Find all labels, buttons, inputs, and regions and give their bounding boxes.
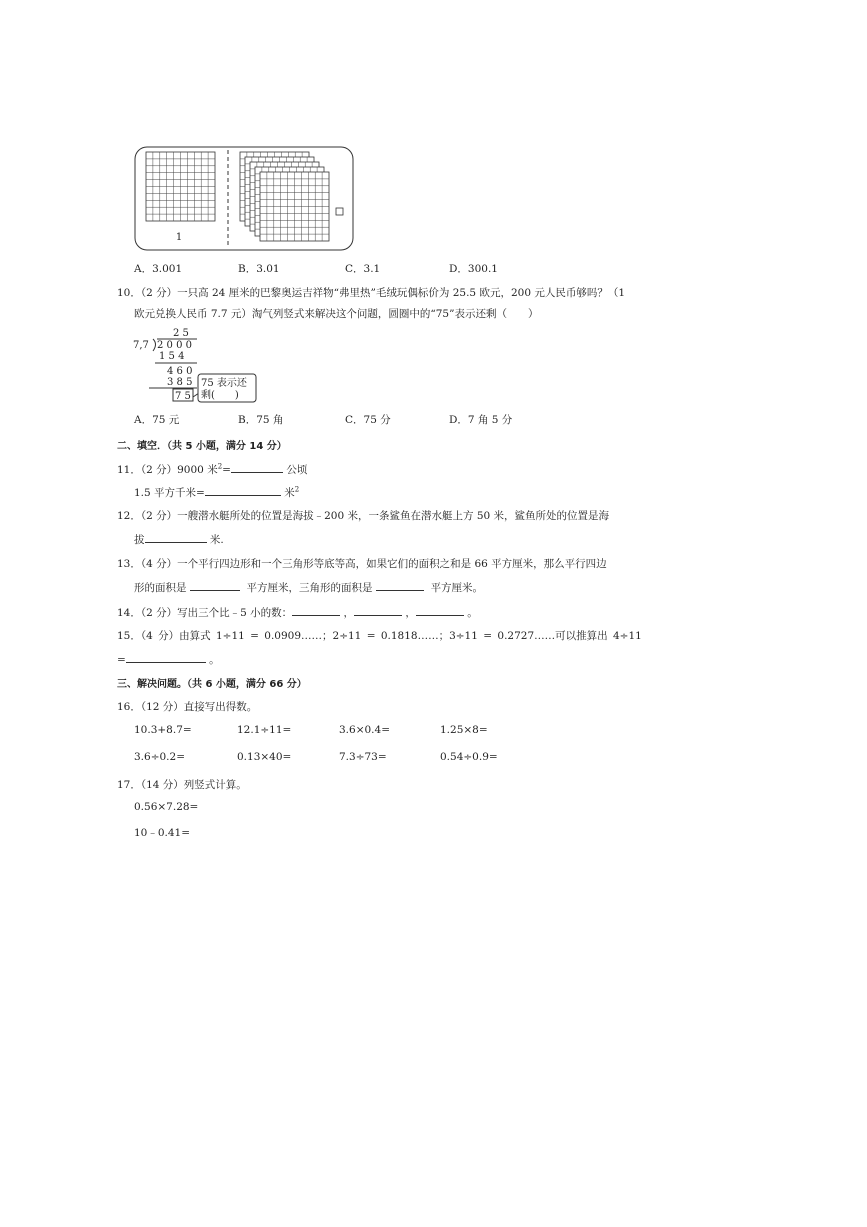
q11-line2-sup: 2 bbox=[294, 485, 300, 494]
q14-line bbox=[117, 604, 478, 620]
division-quotient: 2 5 bbox=[173, 328, 189, 339]
q11-blank-2[interactable] bbox=[205, 484, 281, 496]
q11-line1-unit: 公顷 bbox=[286, 464, 308, 476]
q14-end: 。 bbox=[467, 607, 478, 619]
q13-blank-2[interactable] bbox=[376, 579, 424, 591]
division-step1: 1 5 4 bbox=[159, 351, 185, 362]
q11-line1-eq: = bbox=[222, 464, 231, 476]
q13-line1: 13．（4 分）一个平行四边形和一个三角形等底等高，如果它们的面积之和是 66 平方厘米，那么平行四边 bbox=[117, 558, 607, 570]
q16-r1-c1: 10.3+8.7= bbox=[134, 724, 192, 736]
q12-line2-suffix: 米. bbox=[209, 534, 224, 546]
division-remainder: 7 5 bbox=[175, 391, 191, 402]
q9-option-d: D．300.1 bbox=[449, 263, 498, 275]
q11-line2 bbox=[134, 484, 299, 500]
hundred-grids-figure bbox=[134, 146, 356, 252]
hundred-grid-stack-5 bbox=[260, 172, 329, 241]
q9-option-c: C．3.1 bbox=[345, 263, 381, 275]
q13-line2-prefix: 形的面积是 bbox=[134, 582, 187, 594]
small-unit-square bbox=[336, 208, 343, 215]
q10-option-a: A．75 元 bbox=[134, 414, 180, 426]
q15-line2-prefix: = bbox=[117, 654, 126, 666]
q11-line1-prefix: 11．（2 分）9000 米 bbox=[117, 464, 218, 476]
q17-title: 17．（14 分）列竖式计算。 bbox=[117, 779, 247, 791]
q13-line2-suffix: 平方厘米。 bbox=[430, 582, 484, 594]
q9-option-a: A．3.001 bbox=[134, 263, 183, 275]
q16-r2-c2: 0.13×40= bbox=[237, 751, 292, 763]
q16-r1-c3: 3.6×0.4= bbox=[339, 724, 390, 736]
q14-blank-1[interactable] bbox=[292, 604, 340, 616]
q14-blank-3[interactable] bbox=[416, 604, 464, 616]
q10-option-d: D．7 角 5 分 bbox=[449, 414, 513, 426]
q16-r2-c1: 3.6÷0.2= bbox=[134, 751, 185, 763]
q15-line2-suffix: 。 bbox=[209, 654, 220, 666]
division-dividend: 2 0 0 0 bbox=[157, 340, 192, 351]
q16-r1-c4: 1.25×8= bbox=[440, 724, 488, 736]
q14-blank-2[interactable] bbox=[354, 604, 402, 616]
q17-item-2: 10﹣0.41= bbox=[134, 827, 191, 839]
q15-blank[interactable] bbox=[126, 651, 206, 663]
q11-line2-prefix: 1.5 平方千米= bbox=[134, 487, 205, 499]
q11-line1 bbox=[117, 461, 307, 477]
q13-line2-mid: 平方厘米，三角形的面积是 bbox=[246, 582, 373, 594]
q15-line2 bbox=[117, 651, 220, 667]
q10-option-b: B．75 角 bbox=[238, 414, 284, 426]
division-step2: 4 6 0 bbox=[167, 366, 193, 377]
section2-heading: 二、填空．（共 5 小题，满分 14 分） bbox=[117, 441, 287, 452]
q12-line1: 12．（2 分）一艘潜水艇所处的位置是海拔﹣200 米，一条鲨鱼在潜水艇上方 50 米，鲨鱼所处的位置是海 bbox=[117, 510, 610, 522]
q16-title: 16．（12 分）直接写出得数。 bbox=[117, 701, 258, 713]
long-division-figure bbox=[133, 325, 263, 410]
q12-blank[interactable] bbox=[145, 531, 207, 543]
figure-label-one: 1 bbox=[175, 232, 183, 243]
q10-line1: 10．（2 分）一只高 24 厘米的巴黎奥运吉祥物“弗里热”毛绒玩偶标价为 25.5 欧元，200 元人民币够吗？（1 bbox=[117, 287, 626, 299]
q10-option-c: C．75 分 bbox=[345, 414, 391, 426]
remainder-note-line1: 75 表示还 bbox=[201, 378, 247, 389]
hundred-grid-left bbox=[146, 152, 215, 221]
division-step3: 3 8 5 bbox=[167, 377, 193, 388]
q14-sep-1: ， bbox=[343, 607, 354, 619]
q12-line2 bbox=[134, 531, 224, 547]
q10-line2: 欧元兑换人民币 7.7 元）淘气列竖式来解决这个问题，圆圈中的“75”表示还剩（ ） bbox=[134, 308, 539, 320]
q13-line2 bbox=[134, 579, 483, 595]
q16-r2-c3: 7.3÷73= bbox=[339, 751, 387, 763]
q11-line1-sup: 2 bbox=[217, 462, 223, 471]
q15-line1: 15．（4 分）由算式 1÷11 = 0.0909……；2÷11 = 0.1818……；3÷11 = 0.2727……可以推算出 4÷11 bbox=[117, 630, 642, 642]
division-divisor: 7,7 bbox=[133, 340, 149, 351]
q11-line2-unit: 米 bbox=[284, 487, 295, 499]
q12-line2-prefix: 拔 bbox=[134, 534, 145, 546]
q14-prefix: 14．（2 分）写出三个比﹣5 小的数： bbox=[117, 607, 293, 619]
remainder-note-line2: 剩( ) bbox=[201, 390, 239, 401]
q9-figure bbox=[134, 146, 356, 255]
q9-option-b: B．3.01 bbox=[238, 263, 280, 275]
q16-r2-c4: 0.54÷0.9= bbox=[440, 751, 498, 763]
q11-blank-1[interactable] bbox=[231, 461, 283, 473]
q14-sep-2: ， bbox=[405, 607, 416, 619]
q16-r1-c2: 12.1÷11= bbox=[237, 724, 292, 736]
section3-heading: 三、解决问题。（共 6 小题，满分 66 分） bbox=[117, 679, 307, 690]
q17-item-1: 0.56×7.28= bbox=[134, 801, 199, 813]
q13-blank-1[interactable] bbox=[190, 579, 240, 591]
